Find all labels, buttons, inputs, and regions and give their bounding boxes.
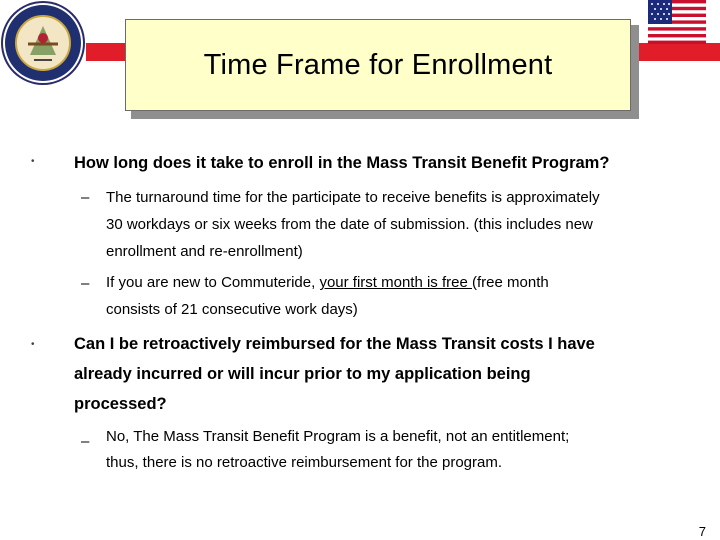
question-2-line-2: already incurred or will incur prior to my application being <box>74 365 531 383</box>
page-number: 7 <box>698 524 706 539</box>
answer-1b-line-2: consists of 21 consecutive work days) <box>106 301 358 318</box>
answer-2-line-1: No, The Mass Transit Benefit Program is a benefit, not an entitlement; <box>106 428 570 445</box>
title-box <box>125 19 631 111</box>
bullet-marker: • <box>31 156 35 167</box>
us-flag-icon <box>648 0 706 44</box>
army-seal-icon <box>0 0 86 86</box>
first-month-free-underlined: your first month is free <box>319 274 472 291</box>
answer-1a-line-3: enrollment and re-enrollment) <box>106 243 303 260</box>
bullet-marker: • <box>31 339 35 350</box>
answer-1a-line-1: The turnaround time for the participate to receive benefits is approximately <box>106 189 600 206</box>
question-2-line-3: processed? <box>74 395 167 413</box>
answer-1b-text-before: If you are new to Commuteride, <box>106 274 320 291</box>
question-2-line-1: Can I be retroactively reimbursed for the Mass Transit costs I have <box>74 335 595 353</box>
slide-title: Time Frame for Enrollment <box>203 48 553 81</box>
dash-marker: – <box>81 275 90 292</box>
answer-1b-text-after: (free month <box>472 274 549 291</box>
dash-marker: – <box>81 189 90 206</box>
answer-1b-line-1 <box>106 269 706 297</box>
question-1: How long does it take to enroll in the Mass Transit Benefit Program? <box>74 154 610 172</box>
dash-marker: – <box>81 433 90 450</box>
answer-1a-line-2: 30 workdays or six weeks from the date of submission. (this includes new <box>106 216 593 233</box>
answer-2-line-2: thus, there is no retroactive reimbursement for the program. <box>106 454 503 471</box>
